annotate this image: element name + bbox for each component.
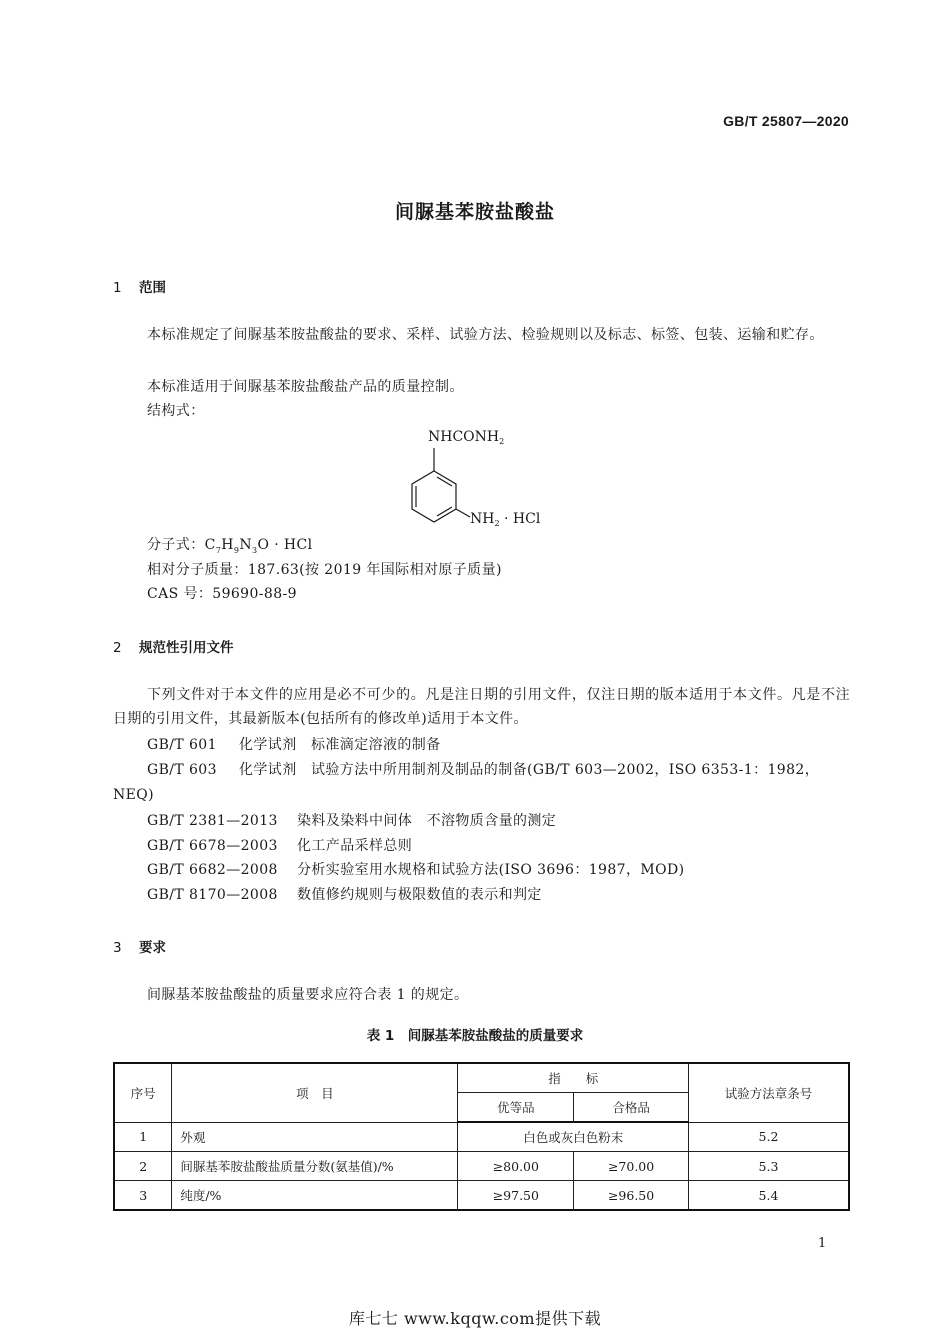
header-no: 序号 — [114, 1063, 172, 1122]
double-bond — [437, 477, 452, 486]
structural-formula — [400, 424, 600, 536]
scope-paragraph-2: 本标准适用于间脲基苯胺盐酸盐产品的质量控制。 — [147, 379, 464, 395]
bond-line — [456, 509, 470, 517]
cell-premium: ≥97.50 — [458, 1181, 574, 1211]
cell-index-merged: 白色或灰白色粉末 — [458, 1122, 689, 1152]
scope-paragraph-1: 本标准规定了间脲基苯胺盐酸盐的要求、采样、试验方法、检验规则以及标志、标签、包装、运输和贮存。 — [147, 327, 824, 343]
cell-premium: ≥80.00 — [458, 1152, 574, 1181]
reference-item: GB/T 8170—2008 数值修约规则与极限数值的表示和判定 — [147, 887, 542, 903]
requirements-paragraph: 间脲基苯胺盐酸盐的质量要求应符合表 1 的规定。 — [147, 987, 469, 1003]
section-title: 规范性引用文件 — [139, 640, 234, 656]
reference-item: GB/T 603 化学试剂 试验方法中所用制剂及制品的制备(GB/T 603—2002，ISO 6353-1：1982， — [147, 762, 820, 778]
section-3-heading — [113, 936, 166, 956]
section-2-heading — [113, 636, 234, 656]
table-row — [114, 1122, 849, 1152]
cell-item: 间脲基苯胺盐酸盐质量分数(氨基值)/% — [172, 1152, 458, 1181]
table-row — [114, 1181, 849, 1211]
reference-item: GB/T 601 化学试剂 标准滴定溶液的制备 — [147, 737, 441, 753]
header-method: 试验方法章条号 — [688, 1063, 849, 1122]
header-qualified: 合格品 — [574, 1093, 689, 1123]
cell-method: 5.3 — [688, 1152, 849, 1181]
reference-item: GB/T 6678—2003 化工产品采样总则 — [147, 838, 413, 854]
benzene-ring — [412, 471, 456, 522]
structure-bottom-group: $NH_2$ · HCl — [470, 511, 541, 528]
section-title: 要求 — [139, 940, 166, 956]
cell-qualified: ≥70.00 — [574, 1152, 689, 1181]
header-premium: 优等品 — [458, 1093, 574, 1123]
table-caption: 表 1 间脲基苯胺盐酸盐的质量要求 — [366, 1028, 584, 1044]
section-title: 范围 — [139, 280, 166, 296]
molecular-mass: 相对分子质量：187.63(按 2019 年国际相对原子质量) — [147, 562, 502, 578]
download-footer: 库七七 www.kqqw.com提供下载 — [348, 1309, 602, 1328]
cas-number: CAS 号：59690-88-9 — [147, 586, 297, 602]
header-index: 指 标 — [458, 1063, 689, 1093]
document-title: 间脲基苯胺盐酸盐 — [394, 201, 555, 223]
cell-qualified: ≥96.50 — [574, 1181, 689, 1211]
table-row — [114, 1152, 849, 1181]
header-item: 项 目 — [172, 1063, 458, 1122]
molecular-formula: 分子式：$C_7H_9N_3O$ · HCl — [147, 537, 313, 555]
standard-number: GB/T 25807—2020 — [723, 113, 849, 129]
references-intro: 下列文件对于本文件的应用是必不可少的。凡是注日期的引用文件，仅注日期的版本适用于本文件。凡是不注日期的引用文件，其最新版本(包括所有的修改单)适用于本文件。 — [113, 687, 850, 727]
double-bond — [437, 507, 452, 516]
cell-method: 5.2 — [688, 1122, 849, 1152]
structure-label: 结构式： — [147, 403, 205, 419]
section-number: 2 — [113, 640, 122, 656]
table-header-row — [114, 1063, 849, 1093]
cell-item: 外观 — [172, 1122, 458, 1152]
quality-requirements-table — [113, 1062, 850, 1211]
section-number: 1 — [113, 280, 122, 296]
cell-method: 5.4 — [688, 1181, 849, 1211]
cell-no: 3 — [114, 1181, 172, 1211]
cell-no: 1 — [114, 1122, 172, 1152]
structure-top-group: $NHCONH_2$ — [428, 429, 505, 446]
reference-item: GB/T 2381—2013 染料及染料中间体 不溶物质含量的测定 — [147, 813, 557, 829]
reference-item: GB/T 6682—2008 分析实验室用水规格和试验方法(ISO 3696：1987，MOD) — [147, 862, 685, 878]
reference-continuation: NEQ) — [113, 787, 155, 803]
page-number: 1 — [818, 1236, 827, 1251]
section-number: 3 — [113, 940, 122, 956]
cell-item: 纯度/% — [172, 1181, 458, 1211]
cell-no: 2 — [114, 1152, 172, 1181]
section-1-heading — [113, 276, 166, 296]
